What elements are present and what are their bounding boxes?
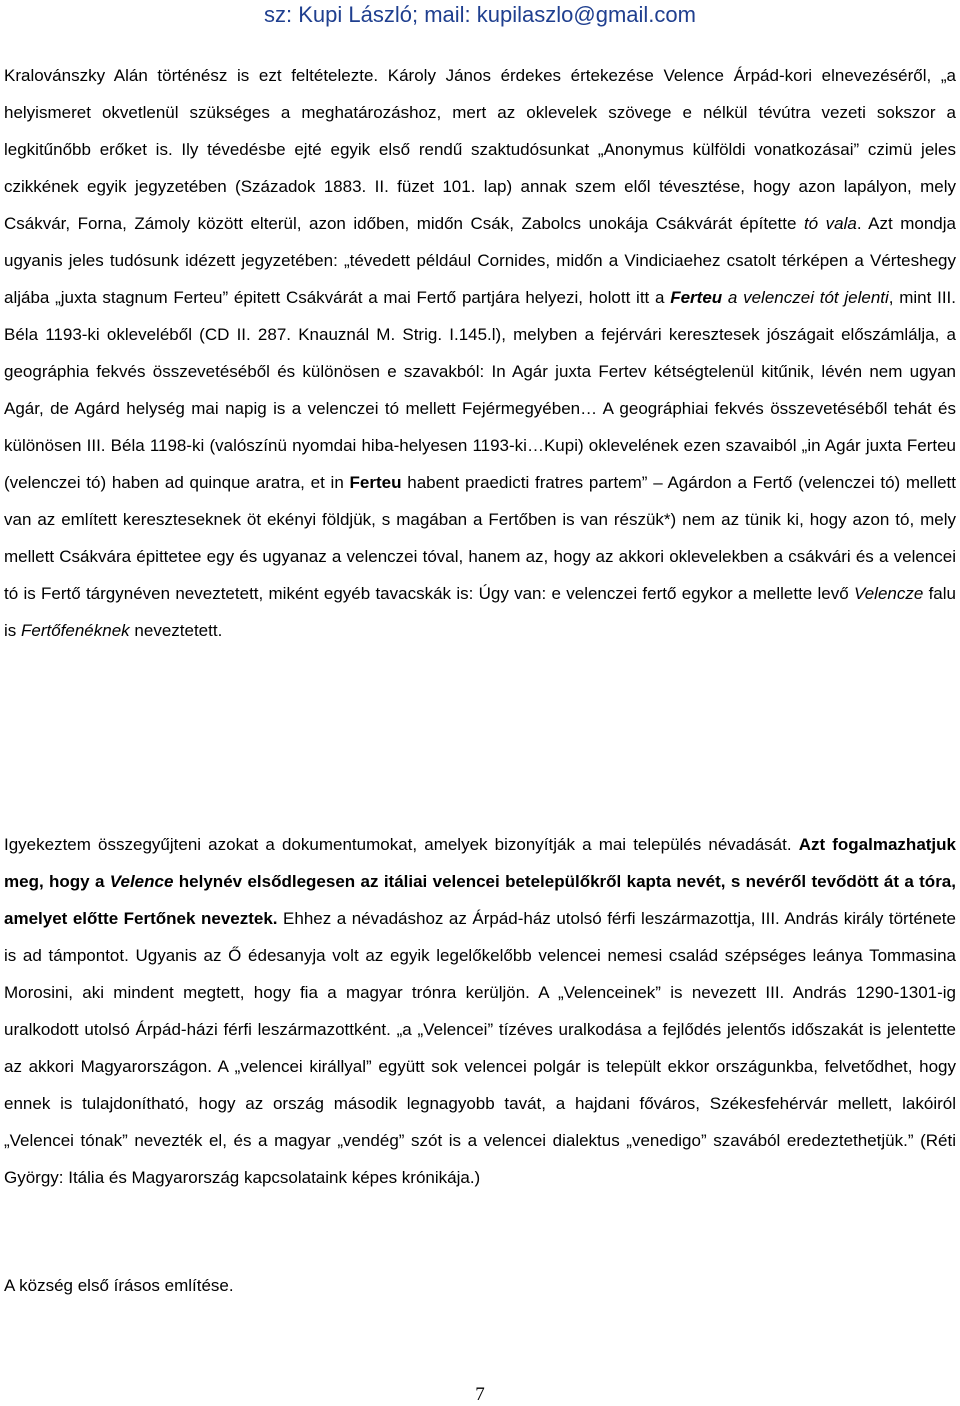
page-number: 7 bbox=[475, 1384, 485, 1405]
paragraph-history bbox=[4, 57, 956, 649]
text-run: Igyekeztem összegyűjteni azokat a dokumentumokat, amelyek bizonyítják a mai település névadását. bbox=[4, 835, 799, 854]
italic-text: tó vala bbox=[803, 214, 857, 233]
italic-text: Velencze bbox=[854, 584, 924, 603]
text-run: Ehhez a névadáshoz az Árpád-ház utolsó férfi leszármazottja, III. András király története is ad támpontot. Ugyanis az Ő édesanyja volt az egyik legelőkelőbb velencei nemesi család szépséges leánya Tommasina Morosini, aki mindent megtett, hogy fia a magyar trónra kerüljön. A „Velenceinek” is nevezett III. András 1290-1301-ig uralkodott utolsó Árpád-házi férfi leszármazottként. „a „Velencei” tízéves uralkodása a fejlődés jelentős időszakát is jelentette az akkori Magyarországon. A „velencei királlyal” együtt sok velencei polgár is települt ekkor országunkba, felvetődhet, hogy ennek is tulajdonítható, hogy az ország második legnagyobb tavát, a hajdani főváros, Székesfehérvár mellett, lakóiról „Velencei tónak” nevezték el, és a magyar „vendég” szót is a velencei dialektus „venedigo” szavából eredeztethetjük.” (Réti György: Itália és Magyarország kapcsolataink képes krónikája.) bbox=[4, 909, 956, 1187]
text-run: neveztetett. bbox=[129, 621, 223, 640]
italic-text: a velenczei tót jelenti bbox=[722, 288, 889, 307]
text-run: falu is bbox=[4, 584, 956, 640]
bold-text: helynév elsődlegesen az itáliai velencei betelepülőkről kapta nevét, s nevéről tevődött át a tóra, amelyet előtte Fertőnek neveztek. bbox=[4, 872, 956, 928]
text-run: , mint III. Béla 1193-ki okleveléből (CD II. 287. Knauznál M. Strig. I.145.l), melyben a fejérvári keresztesek jószágait előszámlálja, a geográphia fekvés összevetéséből és különösen e szavakból: In Agár juxta Fertev kétségtelenül kitűnik, lévén nem ugyan Agár, de Agárd helység mai napig is a velenczei tó mellett Fejérmegyében… A geográphiai fekvés összevetéséből tehát és különösen III. Béla 1198-ki (valószínü nyomdai hiba-helyesen 1193-ki…Kupi) oklevelének ezen szavaiból „in Agár juxta Ferteu (velenczei tó) haben ad quinque aratra, et in bbox=[4, 288, 956, 492]
text-run: habent praedicti fratres partem” – Agárdon a Fertő (velenczei tó) mellett van az említett kereszteseknek öt ekényi földjük, s magában a Fertőben is van részük*) nem az tünik ki, hogy azon tó, mely mellett Csákvára épittetee egy és ugyanaz a velenczei tóval, hanem az, hogy az akkori oklevelekben a csákvári és a velencei tó is Fertő tárgynéven neveztetett, miként egyéb tavacskák is: Úgy van: e velenczei fertő egykor a mellette levő bbox=[4, 473, 957, 603]
text-run: Kralovánszky Alán történész is ezt feltételezte. Károly János érdekes értekezése Velence Árpád-kori elnevezéséről, „a helyismeret okvetlenül szükséges a meghatározáshoz, mert az oklevelek szövege e nélkül tévútra vezeti sokszor a legkitűnőbb erőket is. Ily tévedésbe ejté egyik első rendű szaktudósunkat „Anonymus külföldi vonatkozásai” czimü jeles czikkének egyik jegyzetében (Századok 1883. II. füzet 101. lap) annak szem elől tévesztése, hogy azon lapályon, mely Csákvár, Forna, Zámoly között elterül, azon időben, midőn Csák, Zabolcs unokája Csákvárát építette bbox=[4, 66, 956, 233]
paragraph-first-mention: A község első írásos említése. bbox=[4, 1276, 234, 1295]
italic-text: Fertőfenéknek bbox=[21, 621, 130, 640]
bold-italic-text: Velence bbox=[109, 872, 174, 891]
text-run: . Azt mondja ugyanis jeles tudósunk idézett jegyzetében: „tévedett például Cornides, midőn a Vindiciaehez csatolt térképen a Vérteshegy aljába „juxta stagnum Ferteu” épitett Csákvárát a mai Fertő partjára helyezi, holott itt a bbox=[4, 214, 956, 307]
bold-italic-text: Ferteu bbox=[670, 288, 723, 307]
paragraph-naming bbox=[4, 826, 956, 1196]
page-header: sz: Kupi László; mail: kupilaszlo@gmail.com bbox=[264, 2, 696, 27]
bold-text: Azt fogalmazhatjuk meg, hogy a bbox=[4, 835, 956, 891]
bold-text: Ferteu bbox=[349, 473, 402, 492]
